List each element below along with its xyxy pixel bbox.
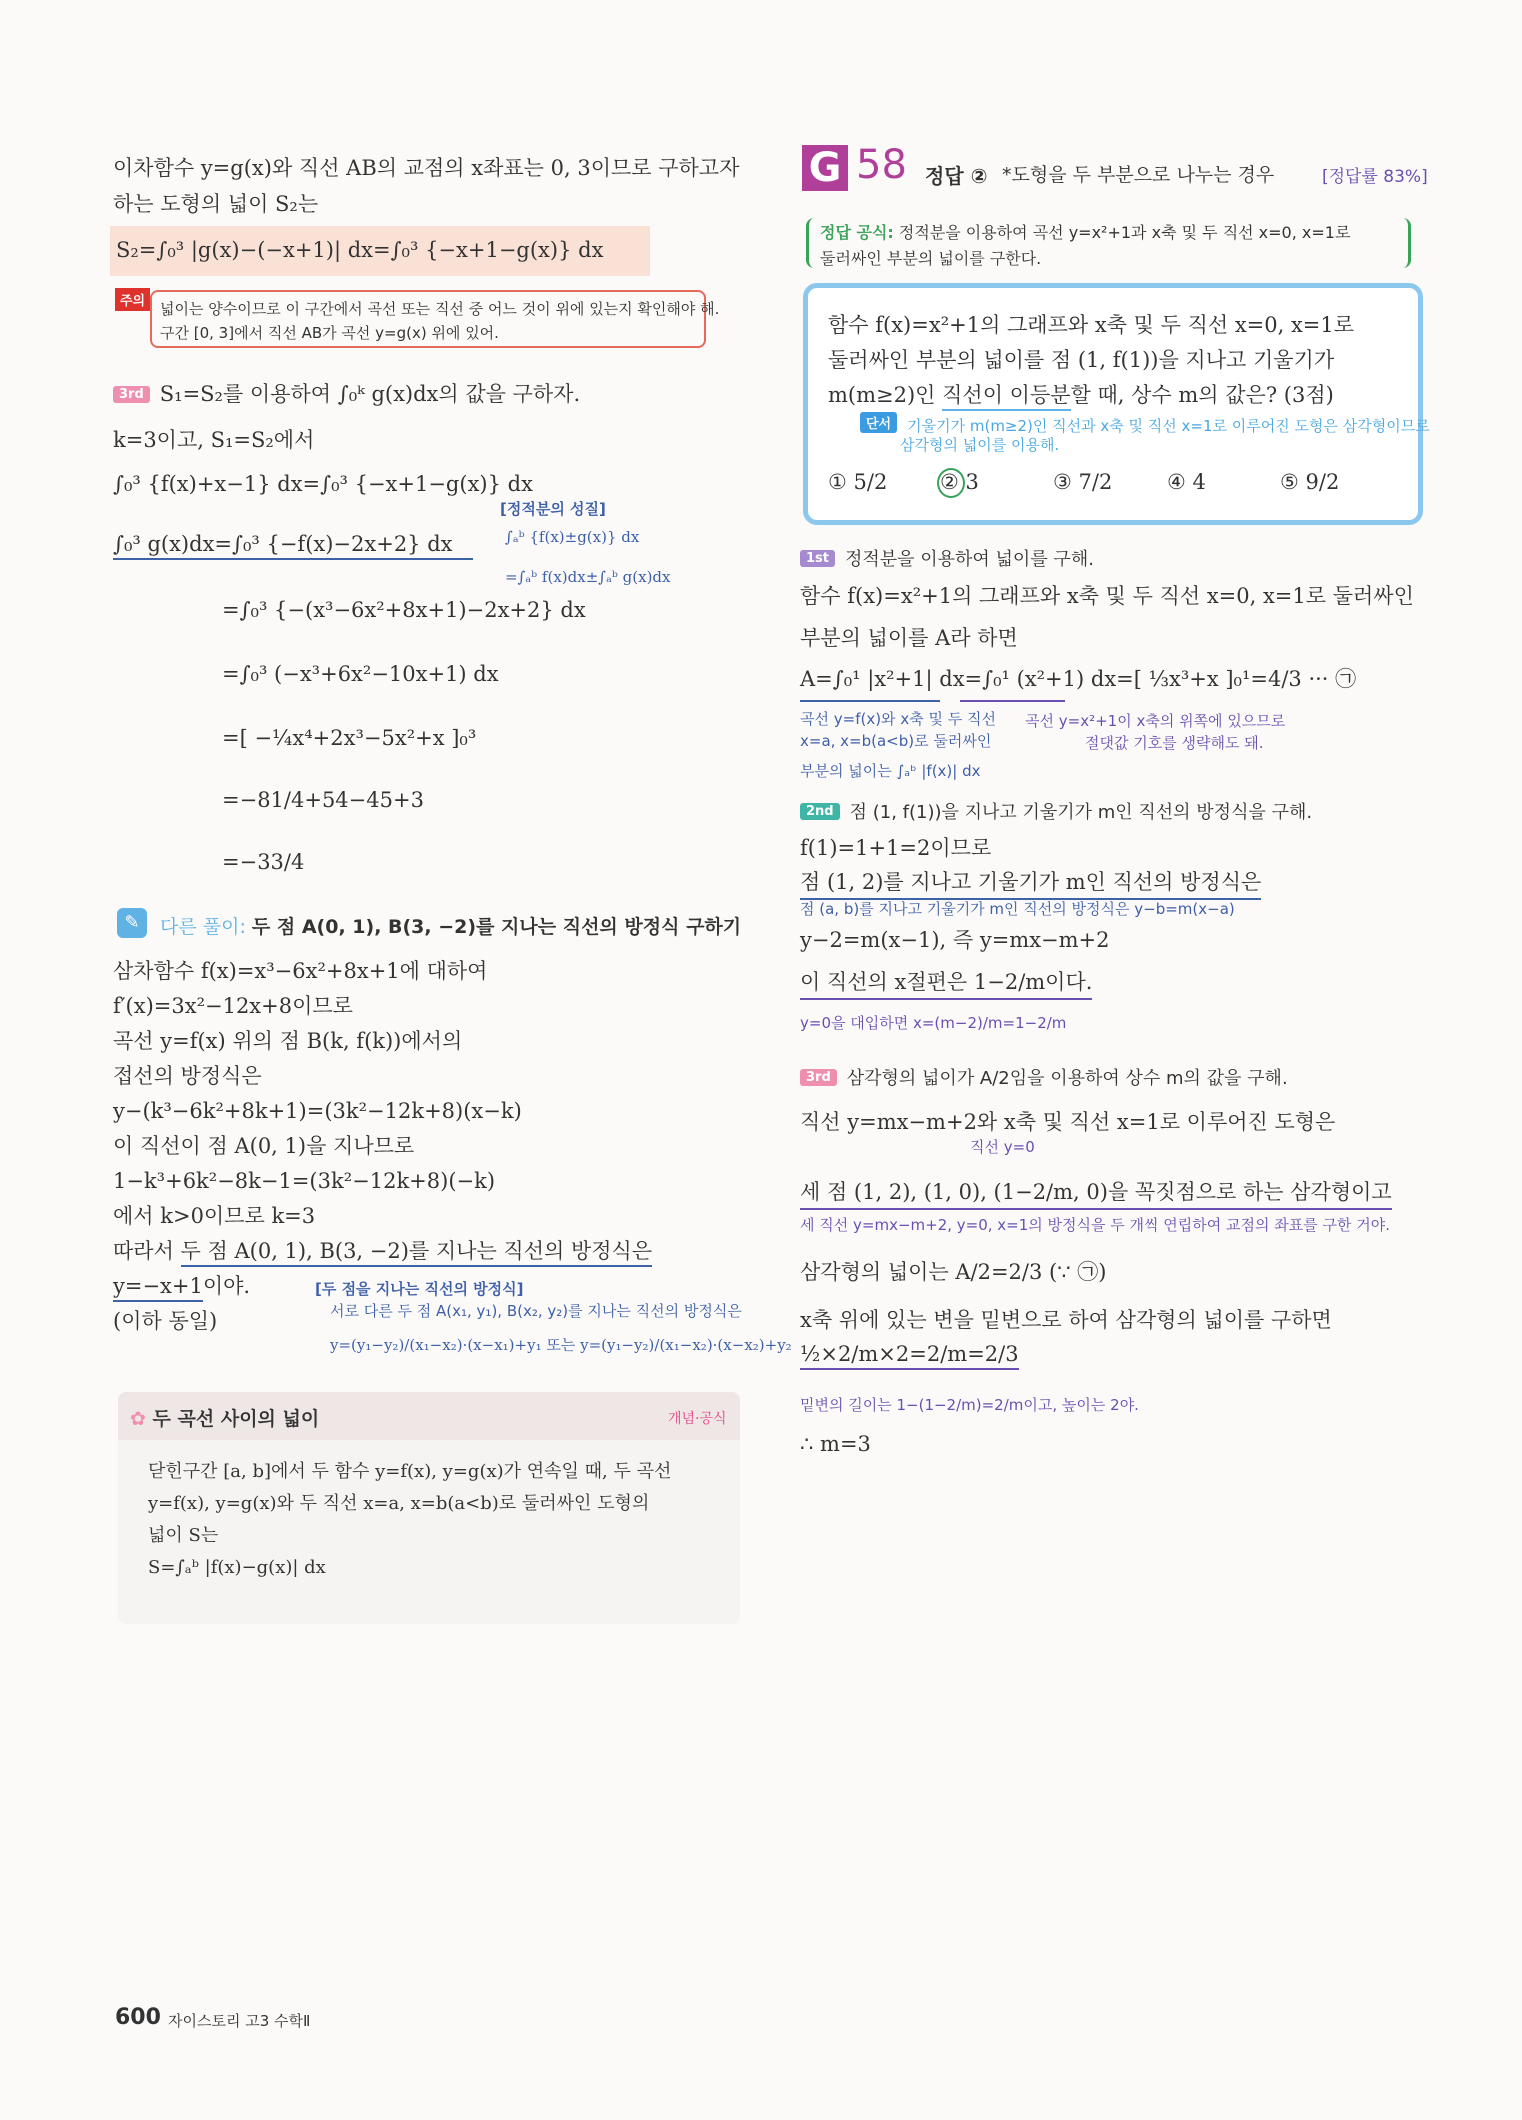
- topic: *도형을 두 부분으로 나누는 경우: [1002, 164, 1275, 186]
- hint-badge: 단서: [860, 412, 897, 433]
- alt-line: 에서 k>0이므로 k=3: [113, 1204, 316, 1228]
- eq-line: =−33/4: [222, 850, 305, 874]
- solution-line: 삼각형의 넓이는 A/2=2/3 (∵ ㉠): [800, 1260, 1107, 1284]
- concept-tag: 개념·공식: [668, 1411, 727, 1427]
- alt-conclusion-prefix: 따라서: [113, 1239, 181, 1263]
- alt-conclusion: 두 점 A(0, 1), B(3, −2)를 지나는 직선의 방정식은: [181, 1239, 653, 1267]
- note-line: x=a, x=b(a<b)로 둘러싸인: [800, 732, 992, 750]
- note-line: 절댓값 기호를 생략해도 돼.: [1085, 734, 1264, 752]
- answer-label: 정답 ②: [925, 164, 988, 188]
- s2-equation: S₂=∫₀³ |g(x)−(−x+1)| dx=∫₀³ {−x+1−g(x)} dx: [110, 226, 650, 276]
- solution-line: 세 점 (1, 2), (1, 0), (1−2/m, 0)을 꼭짓점으로 하는 삼각형이고: [800, 1176, 1392, 1210]
- solution-line: 이 직선의 x절편은 1−2/m이다.: [800, 966, 1092, 1000]
- caution-badge: 주의: [115, 288, 150, 311]
- flower-icon: ✿: [130, 1408, 146, 1430]
- answer-circle-mark: [937, 468, 965, 498]
- question-underline: 직선이 이등분: [942, 383, 1070, 411]
- alt-answer: y=−x+1: [113, 1274, 203, 1302]
- question-line: 할 때, 상수 m의 값은? (3점): [1070, 383, 1334, 407]
- note-line: y=0을 대입하면 x=(m−2)/m=1−2/m: [800, 1014, 1067, 1032]
- solution-line: y−2=m(x−1), 즉 y=mx−m+2: [800, 928, 1110, 952]
- choice-5[interactable]: ⑤ 9/2: [1280, 470, 1340, 494]
- note-line: 곡선 y=x²+1이 x축의 위쪽에 있으므로: [1025, 712, 1286, 730]
- eq-line: ∫₀³ g(x)dx=∫₀³ {−f(x)−2x+2} dx: [113, 532, 473, 560]
- formula-label: 정답 공식:: [820, 223, 894, 242]
- intro-line-2: 하는 도형의 넓이 S₂는: [113, 192, 319, 216]
- k-line: k=3이고, S₁=S₂에서: [113, 428, 315, 452]
- caution-line-2: 구간 [0, 3]에서 직선 AB가 곡선 y=g(x) 위에 있어.: [160, 324, 499, 342]
- alt-line: 이 직선이 점 A(0, 1)을 지나므로: [113, 1134, 415, 1158]
- choice-1[interactable]: ① 5/2: [828, 470, 888, 494]
- solution-line: f(1)=1+1=2이므로: [800, 836, 992, 860]
- choice-4[interactable]: ④ 4: [1167, 470, 1206, 494]
- formula-line-1: 정적분을 이용하여 곡선 y=x²+1과 x축 및 두 직선 x=0, x=1로: [898, 223, 1351, 242]
- area-equation: A=∫₀¹ |x²+1| dx=∫₀¹ (x²+1) dx=[ ⅓x³+x ]₀¹=4/3 ··· ㉠: [800, 667, 1357, 691]
- solution-line: ½×2/m×2=2/m=2/3: [800, 1342, 1019, 1370]
- eq-line: ∫₀³ {f(x)+x−1} dx=∫₀³ {−x+1−g(x)} dx: [113, 472, 533, 496]
- note-line: 점 (a, b)를 지나고 기울기가 m인 직선의 방정식은 y−b=m(x−a): [800, 900, 1235, 918]
- concept-title: 두 곡선 사이의 넓이: [152, 1408, 320, 1430]
- concept-line: y=f(x), y=g(x)와 두 직선 x=a, x=b(a<b)로 둘러싸인 도형의: [148, 1493, 650, 1514]
- problem-number: 58: [856, 142, 907, 188]
- step-title: 삼각형의 넓이가 A/2임을 이용하여 상수 m의 값을 구해.: [846, 1068, 1288, 1089]
- note-line: 밑변의 길이는 1−(1−2/m)=2/m이고, 높이는 2야.: [800, 1396, 1139, 1414]
- solution-line: 부분의 넓이를 A라 하면: [800, 626, 1018, 650]
- note-line: 부분의 넓이는 ∫ₐᵇ |f(x)| dx: [800, 762, 981, 780]
- note-line: 직선 y=0: [970, 1138, 1035, 1156]
- concept-line: 닫힌구간 [a, b]에서 두 함수 y=f(x), y=g(x)가 연속일 때, 두 곡선: [148, 1461, 672, 1482]
- concept-line: 넓이 S는: [148, 1525, 219, 1546]
- concept-line: S=∫ₐᵇ |f(x)−g(x)| dx: [148, 1557, 326, 1578]
- choice-2[interactable]: ② 3: [940, 470, 979, 494]
- alt-line: y−(k³−6k²+8k+1)=(3k²−12k+8)(x−k): [113, 1099, 522, 1123]
- answer-rate: [정답률 83%]: [1322, 167, 1428, 187]
- step-title: 정적분을 이용하여 넓이를 구해.: [845, 549, 1094, 570]
- chapter-badge: G: [802, 145, 848, 191]
- line-formula-2: y=(y₁−y₂)/(x₁−x₂)·(x−x₁)+y₁ 또는 y=(y₁−y₂)/(x₁−x₂)·(x−x₂)+y₂: [330, 1336, 792, 1354]
- solution-line: 점 (1, 2)를 지나고 기울기가 m인 직선의 방정식은: [800, 866, 1261, 900]
- eq-line: =[ −¼x⁴+2x³−5x²+x ]₀³: [222, 726, 477, 750]
- final-answer: ∴ m=3: [800, 1432, 871, 1456]
- eq-line: =∫₀³ (−x³+6x²−10x+1) dx: [222, 662, 499, 686]
- property-line-2: =∫ₐᵇ f(x)dx±∫ₐᵇ g(x)dx: [505, 568, 671, 586]
- step-badge: 3rd: [800, 1069, 837, 1086]
- alt-title: 두 점 A(0, 1), B(3, −2)를 지나는 직선의 방정식 구하기: [251, 916, 742, 938]
- note-line: 곡선 y=f(x)와 x축 및 두 직선: [800, 710, 996, 728]
- property-title: [정적분의 성질]: [500, 500, 606, 518]
- alt-answer-suffix: 이야.: [202, 1274, 251, 1298]
- alt-same: (이하 동일): [113, 1309, 218, 1333]
- alt-solution-icon: ✎: [117, 908, 147, 938]
- formula-line-2: 둘러싸인 부분의 넓이를 구한다.: [820, 249, 1042, 268]
- intro-line-1: 이차함수 y=g(x)와 직선 AB의 교점의 x좌표는 0, 3이므로 구하고자: [113, 156, 740, 180]
- eq-line: =∫₀³ {−(x³−6x²+8x+1)−2x+2} dx: [222, 598, 586, 622]
- step-badge: 3rd: [113, 386, 150, 403]
- question-line: 함수 f(x)=x²+1의 그래프와 x축 및 두 직선 x=0, x=1로: [828, 313, 1355, 337]
- page-number: 600: [115, 2005, 161, 2030]
- hint-line-1: 기울기가 m(m≥2)인 직선과 x축 및 직선 x=1로 이루어진 도형은 삼각형이므로: [907, 417, 1430, 435]
- alt-line: 삼차함수 f(x)=x³−6x²+8x+1에 대하여: [113, 959, 488, 983]
- choice-3[interactable]: ③ 7/2: [1053, 470, 1113, 494]
- solution-line: 함수 f(x)=x²+1의 그래프와 x축 및 두 직선 x=0, x=1로 둘러싸인: [800, 584, 1414, 608]
- question-line: 둘러싸인 부분의 넓이를 점 (1, f(1))을 지나고 기울기가: [828, 348, 1335, 372]
- note-line: 세 직선 y=mx−m+2, y=0, x=1의 방정식을 두 개씩 연립하여 교점의 좌표를 구한 거야.: [800, 1216, 1390, 1234]
- caution-line-1: 넓이는 양수이므로 이 구간에서 곡선 또는 직선 중 어느 것이 위에 있는지 확인해야 해.: [160, 300, 720, 318]
- line-formula-title: [두 점을 지나는 직선의 방정식]: [315, 1280, 524, 1298]
- alt-line: 접선의 방정식은: [113, 1064, 262, 1088]
- line-formula-1: 서로 다른 두 점 A(x₁, y₁), B(x₂, y₂)를 지나는 직선의 방정식은: [330, 1302, 742, 1320]
- alt-line: 곡선 y=f(x) 위의 점 B(k, f(k))에서의: [113, 1029, 463, 1053]
- hint-line-2: 삼각형의 넓이를 이용해.: [900, 436, 1060, 454]
- step-title: S₁=S₂를 이용하여 ∫₀ᵏ g(x)dx의 값을 구하자.: [159, 382, 581, 406]
- step-badge: 2nd: [800, 803, 840, 820]
- step-badge: 1st: [800, 550, 835, 567]
- question-line: m(m≥2)인: [828, 383, 943, 407]
- property-line-1: ∫ₐᵇ {f(x)±g(x)} dx: [505, 528, 640, 546]
- eq-line: =−81/4+54−45+3: [222, 788, 424, 812]
- solution-line: x축 위에 있는 변을 밑변으로 하여 삼각형의 넓이를 구하면: [800, 1308, 1332, 1332]
- book-title: 자이스토리 고3 수학Ⅱ: [168, 2012, 311, 2030]
- alt-line: 1−k³+6k²−8k−1=(3k²−12k+8)(−k): [113, 1169, 496, 1193]
- solution-line: 직선 y=mx−m+2와 x축 및 직선 x=1로 이루어진 도형은: [800, 1110, 1336, 1134]
- alt-line: f′(x)=3x²−12x+8이므로: [113, 994, 353, 1018]
- alt-label: 다른 풀이:: [160, 916, 246, 938]
- step-title: 점 (1, f(1))을 지나고 기울기가 m인 직선의 방정식을 구해.: [849, 802, 1313, 823]
